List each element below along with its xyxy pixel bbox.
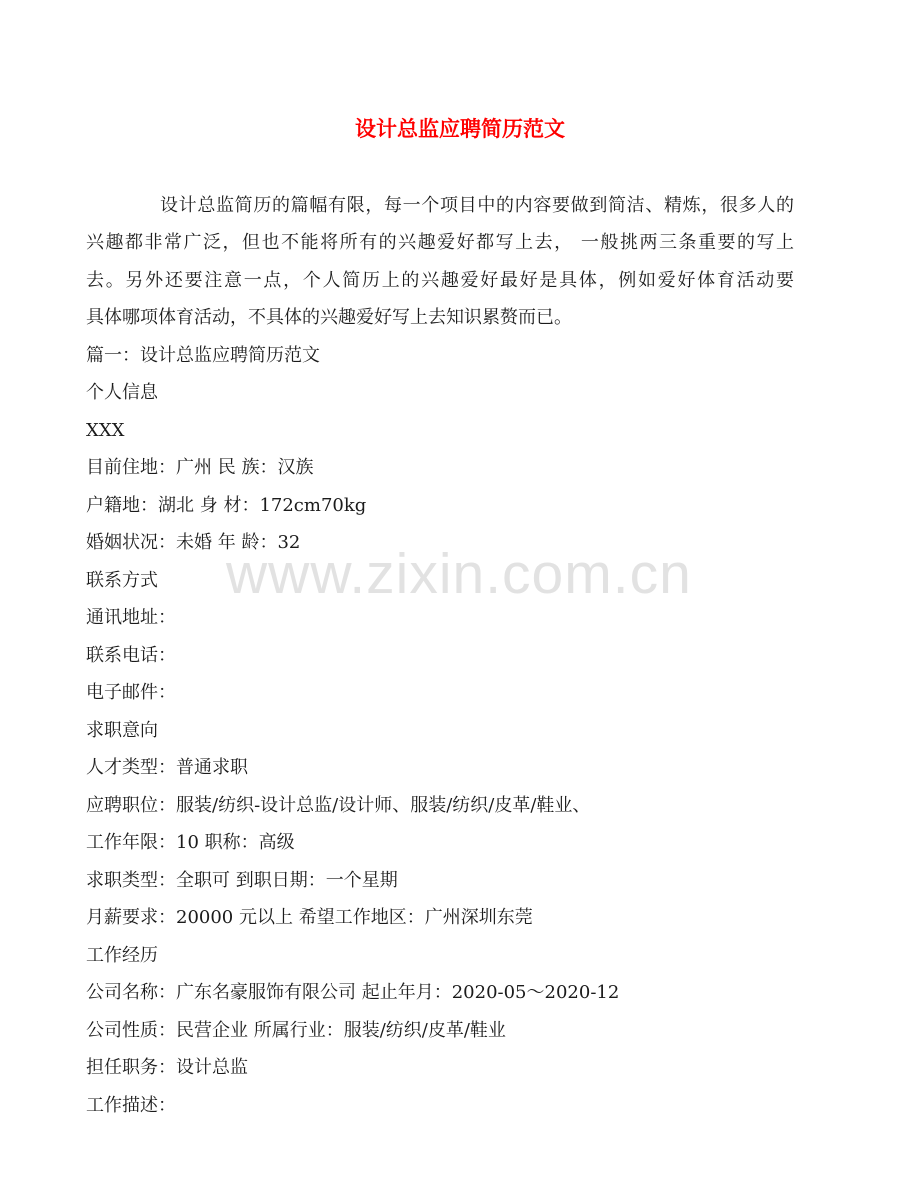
- intro-paragraph-line: 去。另外还要注意一点，个人简历上的兴趣爱好最好是具体，例如爱好体育活动要: [86, 269, 794, 291]
- resume-line-job-type: 求职类型：全职可 到职日期：一个星期: [86, 869, 398, 891]
- resume-line-company-type: 公司性质：民营企业 所属行业：服装/纺织/皮革/鞋业: [86, 1019, 506, 1041]
- resume-line-name: XXX: [86, 419, 125, 441]
- resume-line-email: 电子邮件：: [86, 682, 176, 703]
- resume-line-company-name: 公司名称：广东名豪服饰有限公司 起止年月：2020-05～2020-12: [86, 982, 620, 1003]
- section-heading-job-intention: 求职意向: [86, 719, 158, 741]
- resume-line-phone: 联系电话：: [86, 644, 176, 666]
- section-heading-work-experience: 工作经历: [86, 944, 158, 966]
- section-heading-part-one: 篇一：设计总监应聘简历范文: [86, 344, 320, 366]
- resume-line-marital-status: 婚姻状况：未婚 年 龄：32: [86, 532, 301, 553]
- resume-line-job-description: 工作描述：: [86, 1094, 176, 1116]
- watermark-text: www.zixin.com.cn: [226, 542, 692, 606]
- document-body: [86, 187, 794, 1125]
- resume-line-residence: 目前住地：广州 民 族：汉族: [86, 457, 314, 478]
- intro-paragraph-line: 设计总监简历的篇幅有限，每一个项目中的内容要做到简洁、精炼，很多人的: [160, 194, 794, 216]
- page-title: 设计总监应聘简历范文: [355, 116, 565, 141]
- resume-line-job-title: 担任职务：设计总监: [86, 1057, 248, 1078]
- document-content: [0, 110, 920, 1124]
- resume-line-salary: 月薪要求：20000 元以上 希望工作地区：广州深圳东莞: [86, 907, 533, 928]
- resume-line-address: 通讯地址：: [86, 607, 176, 628]
- section-heading-contact: 联系方式: [86, 569, 158, 591]
- resume-line-position: 应聘职位：服装/纺织-设计总监/设计师、服装/纺织/皮革/鞋业、: [86, 794, 591, 816]
- intro-paragraph-line: 具体哪项体育活动，不具体的兴趣爱好写上去知识累赘而已。: [86, 307, 572, 328]
- resume-line-talent-type: 人才类型：普通求职: [86, 757, 248, 778]
- section-heading-personal-info: 个人信息: [86, 382, 158, 403]
- intro-paragraph-line: 兴趣都非常广泛，但也不能将所有的兴趣爱好都写上去， 一般挑两三条重要的写上: [86, 232, 794, 253]
- resume-line-work-years: 工作年限：10 职称：高级: [86, 832, 295, 853]
- resume-line-hukou: 户籍地：湖北 身 材：172cm70kg: [86, 494, 367, 516]
